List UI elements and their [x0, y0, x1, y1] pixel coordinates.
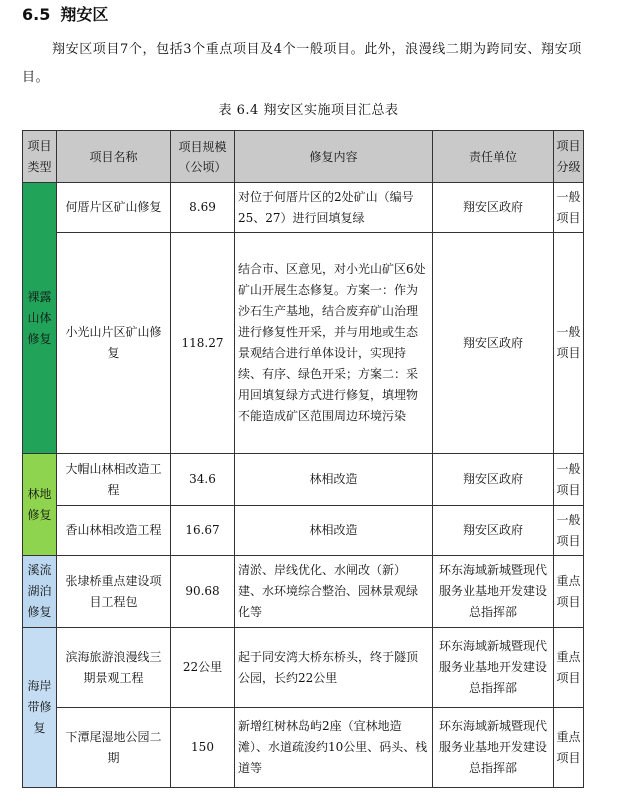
row-unit: 翔安区政府: [433, 454, 554, 506]
row-scale: 8.69: [171, 183, 235, 233]
table-row: [23, 506, 584, 556]
row-unit: 环东海域新城暨现代服务业基地开发建设总指挥部: [433, 708, 554, 788]
row-name: 张埭桥重点建设项目工程包: [57, 556, 171, 628]
section-title: 翔安区: [60, 5, 109, 24]
header-type: 项目类型: [23, 131, 57, 183]
row-scale: 118.27: [171, 233, 235, 454]
header-name: 项目名称: [57, 131, 171, 183]
row-name: 香山林相改造工程: [57, 506, 171, 556]
row-content: 对位于何厝片区的2处矿山（编号25、27）进行回填复绿: [235, 183, 433, 233]
row-grade: 重点项目: [554, 628, 584, 708]
row-grade: 重点项目: [554, 556, 584, 628]
row-unit: 环东海域新城暨现代服务业基地开发建设总指挥部: [433, 556, 554, 628]
table-header-row: [23, 131, 584, 183]
header-unit: 责任单位: [433, 131, 554, 183]
category-bare-mountain: 裸露山体修复: [23, 183, 57, 454]
row-grade: 重点项目: [554, 708, 584, 788]
row-content: 结合市、区意见，对小光山矿区6处矿山开展生态修复。方案一：作为沙石生产基地，结合废弃矿山治理进行修复性开采，并与用地或生态景观结合进行单体设计，实现持续、有序、绿色开采；方案二：采用回填复绿方式进行修复，填埋物不能造成矿区范围周边环境污染: [235, 233, 433, 454]
row-content: 林相改造: [235, 506, 433, 556]
table-row: [23, 628, 584, 708]
row-content: 清淤、岸线优化、水闸改（新）建、水环境综合整治、园林景观绿化等: [235, 556, 433, 628]
table-row: [23, 708, 584, 788]
row-unit: 翔安区政府: [433, 183, 554, 233]
table-row: [23, 233, 584, 454]
row-name: 滨海旅游浪漫线三期景观工程: [57, 628, 171, 708]
category-stream: 溪流湖泊修复: [23, 556, 57, 628]
row-unit: 翔安区政府: [433, 233, 554, 454]
row-grade: 一般项目: [554, 233, 584, 454]
row-scale: 34.6: [171, 454, 235, 506]
row-unit: 翔安区政府: [433, 506, 554, 556]
row-name: 大帽山林相改造工程: [57, 454, 171, 506]
row-content: 新增红树林岛屿2座（宜林地造滩）、水道疏浚约10公里、码头、栈道等: [235, 708, 433, 788]
row-grade: 一般项目: [554, 183, 584, 233]
row-content: 林相改造: [235, 454, 433, 506]
header-grade: 项目分级: [554, 131, 584, 183]
row-unit: 环东海域新城暨现代服务业基地开发建设总指挥部: [433, 628, 554, 708]
row-content: 起于同安湾大桥东桥头，终于隧顶公园，长约22公里: [235, 628, 433, 708]
table-row: [23, 454, 584, 506]
header-scale: 项目规模（公顷）: [171, 131, 235, 183]
section-heading: [22, 2, 108, 25]
table-row: [23, 556, 584, 628]
intro-paragraph: 翔安区项目7个，包括3个重点项目及4个一般项目。此外，浪漫线二期为跨同安、翔安项目。: [22, 42, 582, 85]
table-caption: 表 6.4 翔安区实施项目汇总表: [218, 103, 399, 118]
row-name: 下潭尾湿地公园二期: [57, 708, 171, 788]
row-scale: 150: [171, 708, 235, 788]
header-content: 修复内容: [235, 131, 433, 183]
row-scale: 16.67: [171, 506, 235, 556]
project-summary-table: [22, 130, 584, 788]
row-name: 何厝片区矿山修复: [57, 183, 171, 233]
row-scale: 22公里: [171, 628, 235, 708]
category-forest: 林地修复: [23, 454, 57, 556]
section-number: 6.5: [22, 5, 51, 24]
category-coastal: 海岸带修复: [23, 628, 57, 788]
row-grade: 一般项目: [554, 454, 584, 506]
row-scale: 90.68: [171, 556, 235, 628]
table-row: [23, 183, 584, 233]
row-name: 小光山片区矿山修复: [57, 233, 171, 454]
row-grade: 一般项目: [554, 506, 584, 556]
